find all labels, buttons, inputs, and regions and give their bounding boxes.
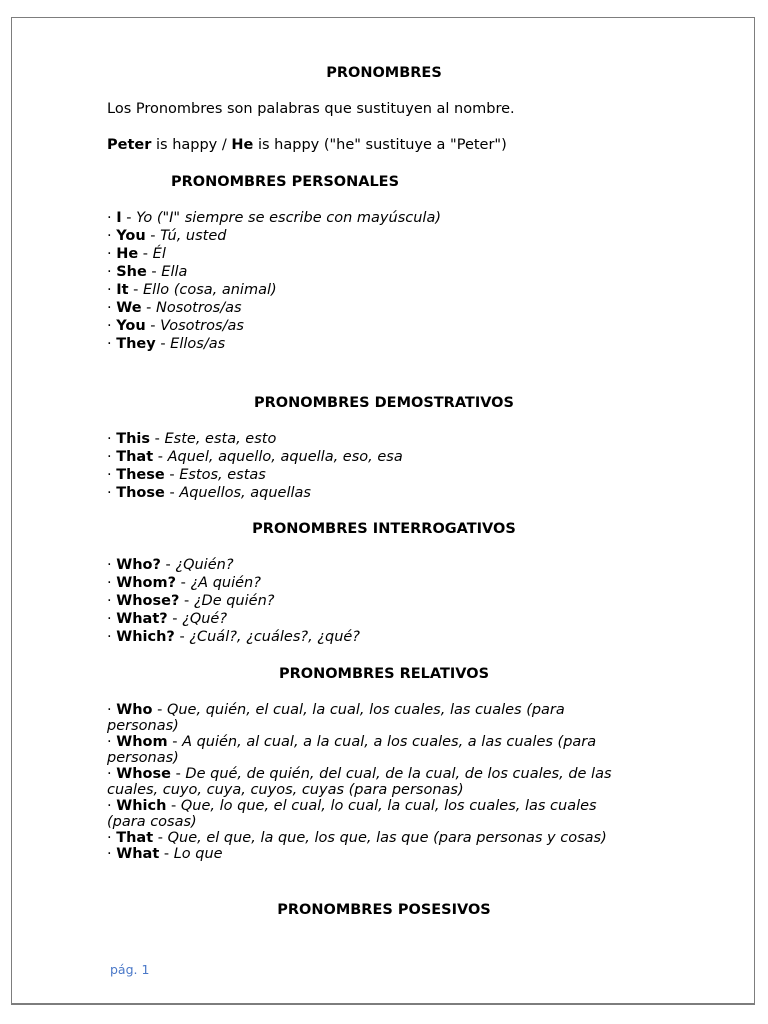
pronoun-spanish: ¿A quién?	[190, 575, 261, 591]
example-part1: is happy /	[151, 137, 232, 153]
list-item: · We - Nosotros/as	[107, 300, 242, 316]
list-item: · Whose? - ¿De quién?	[107, 593, 275, 609]
pronoun-english: That	[116, 449, 154, 465]
list-item: · Which? - ¿Cuál?, ¿cuáles?, ¿qué?	[107, 629, 361, 645]
list-item: · You - Vosotros/as	[107, 318, 244, 334]
intro-paragraph: Los Pronombres son palabras que sustituyen al nombre.	[107, 101, 515, 117]
pronoun-spanish: Aquel, aquello, aquella, eso, esa	[167, 449, 403, 465]
pronoun-english: Whom	[116, 734, 168, 750]
pronoun-english: Whose?	[116, 593, 180, 609]
pronoun-spanish: Aquellos, aquellas	[179, 485, 311, 501]
pronoun-english: I	[116, 210, 122, 226]
pronoun-english: They	[116, 336, 156, 352]
example-sentence	[107, 137, 507, 153]
pronoun-english: That	[116, 830, 154, 846]
list-item: · This - Este, esta, esto	[107, 431, 277, 447]
pronoun-english: He	[116, 246, 139, 262]
pronoun-spanish: Estos, estas	[179, 467, 266, 483]
pronoun-english: Whom?	[116, 575, 177, 591]
pronoun-english: Whose	[116, 766, 171, 782]
list-personales	[107, 210, 647, 354]
pronoun-english: You	[116, 228, 146, 244]
list-item: · Whose - De qué, de quién, del cual, de la cual, de los cuales, de las cuales, cuyo, cuya, cuyos, cuyas (para personas)	[107, 766, 612, 798]
pronoun-english: It	[116, 282, 129, 298]
pronoun-english: You	[116, 318, 146, 334]
pronoun-spanish: Tú, usted	[160, 228, 227, 244]
example-subject: Peter	[107, 137, 152, 153]
example-part2: is happy ("he" sustituye a "Peter")	[253, 137, 507, 153]
pronoun-spanish: Vosotros/as	[160, 318, 244, 334]
list-item: · That - Aquel, aquello, aquella, eso, esa	[107, 449, 403, 465]
list-interrogativos	[107, 557, 647, 647]
pronoun-spanish: Que, quién, el cual, la cual, los cuales, las cuales (para personas)	[107, 702, 565, 734]
pronoun-spanish: Nosotros/as	[155, 300, 242, 316]
pronoun-spanish: ¿Cuál?, ¿cuáles?, ¿qué?	[189, 629, 361, 645]
pronoun-english: Which?	[116, 629, 175, 645]
pronoun-english: Which	[116, 798, 167, 814]
pronoun-spanish: Ellos/as	[170, 336, 226, 352]
list-item: · Which - Que, lo que, el cual, lo cual, la cual, los cuales, las cuales (para cosas)	[107, 798, 597, 830]
pronoun-spanish: Lo que	[173, 846, 223, 862]
pronoun-spanish: ¿De quién?	[193, 593, 275, 609]
list-item: · Who - Que, quién, el cual, la cual, los cuales, las cuales (para personas)	[107, 702, 565, 734]
list-item: · Whom? - ¿A quién?	[107, 575, 261, 591]
pronoun-spanish: A quién, al cual, a la cual, a los cuales, a las cuales (para personas)	[107, 734, 597, 766]
example-pronoun: He	[231, 137, 254, 153]
pronoun-english: Who?	[116, 557, 161, 573]
page-title: PRONOMBRES	[326, 65, 442, 81]
pronoun-spanish: Que, el que, la que, los que, las que (para personas y cosas)	[167, 830, 607, 846]
list-relativos	[107, 702, 637, 862]
list-item: · That - Que, el que, la que, los que, las que (para personas y cosas)	[107, 830, 607, 846]
pronoun-english: What?	[116, 611, 168, 627]
list-item: · I - Yo ("I" siempre se escribe con mayúscula)	[107, 210, 441, 226]
pronoun-english: She	[116, 264, 147, 280]
list-item: · Whom - A quién, al cual, a la cual, a los cuales, a las cuales (para personas)	[107, 734, 597, 766]
pronoun-spanish: Yo ("I" siempre se escribe con mayúscula)	[136, 210, 441, 226]
list-item: · It - Ello (cosa, animal)	[107, 282, 277, 298]
pronoun-spanish: De qué, de quién, del cual, de la cual, de los cuales, de las cuales, cuyo, cuya, cuyos, cuyas (para personas)	[107, 766, 612, 798]
pronoun-english: Those	[116, 485, 165, 501]
heading-interrogativos: PRONOMBRES INTERROGATIVOS	[252, 521, 516, 537]
list-item: · They - Ellos/as	[107, 336, 226, 352]
heading-personales: PRONOMBRES PERSONALES	[171, 174, 400, 190]
pronoun-english: This	[116, 431, 151, 447]
list-item: · What? - ¿Qué?	[107, 611, 228, 627]
page-number: pág. 1	[110, 962, 150, 977]
list-item: · He - Él	[107, 246, 166, 262]
pronoun-english: Who	[116, 702, 153, 718]
pronoun-spanish: Que, lo que, el cual, lo cual, la cual, los cuales, las cuales (para cosas)	[107, 798, 597, 830]
list-item: · Who? - ¿Quién?	[107, 557, 234, 573]
pronoun-spanish: ¿Quién?	[175, 557, 234, 573]
pronoun-spanish: Este, esta, esto	[164, 431, 277, 447]
list-demostrativos	[107, 431, 647, 503]
pronoun-spanish: Él	[152, 246, 166, 262]
pronoun-english: These	[116, 467, 165, 483]
list-item: · You - Tú, usted	[107, 228, 227, 244]
heading-demostrativos: PRONOMBRES DEMOSTRATIVOS	[254, 395, 514, 411]
list-item: · These - Estos, estas	[107, 467, 266, 483]
list-item: · Those - Aquellos, aquellas	[107, 485, 311, 501]
list-item: · She - Ella	[107, 264, 188, 280]
heading-posesivos: PRONOMBRES POSESIVOS	[277, 902, 491, 918]
pronoun-spanish: ¿Qué?	[182, 611, 228, 627]
pronoun-spanish: Ello (cosa, animal)	[143, 282, 277, 298]
heading-relativos: PRONOMBRES RELATIVOS	[278, 666, 490, 682]
list-item: · What - Lo que	[107, 846, 223, 862]
pronoun-english: What	[116, 846, 160, 862]
pronoun-english: We	[116, 300, 142, 316]
pronoun-spanish: Ella	[161, 264, 188, 280]
